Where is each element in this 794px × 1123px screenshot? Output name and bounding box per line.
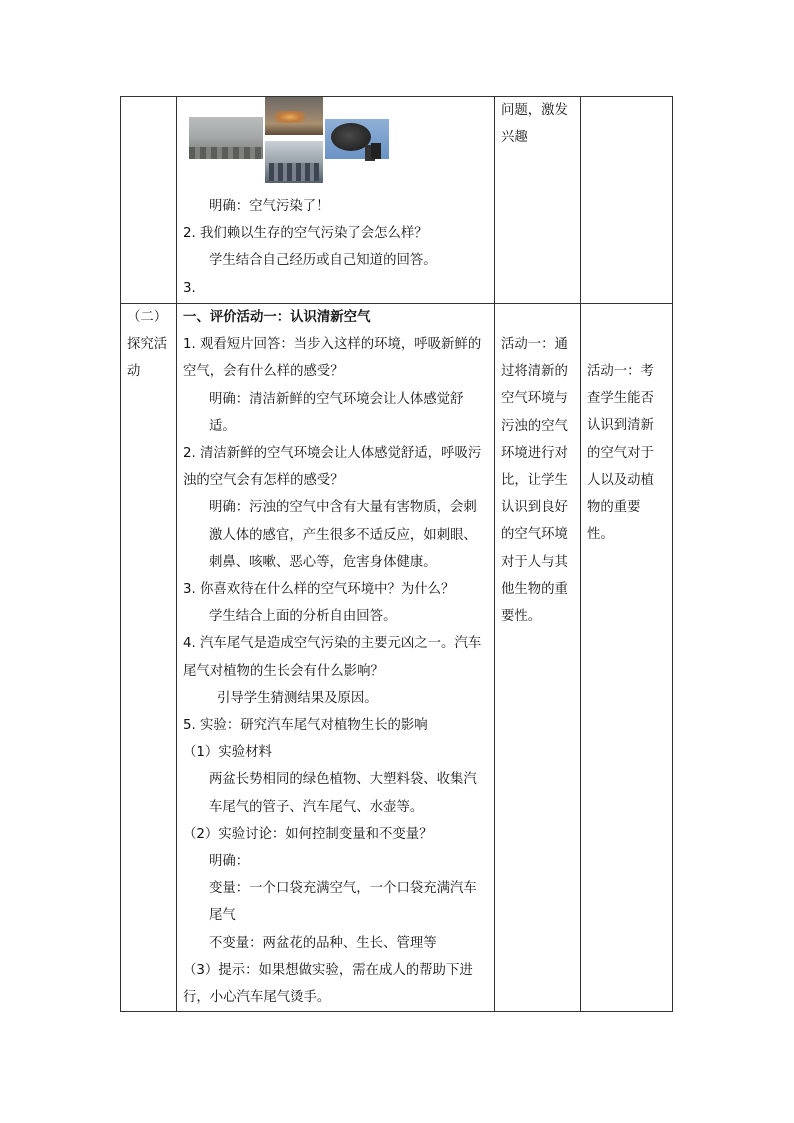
content-line: 两盆长势相同的绿色植物、大塑料袋、收集汽车尾气的管子、汽车尾气、水壶等。	[209, 772, 477, 815]
content-line: 不变量：两盆花的品种、生长、管理等	[209, 935, 437, 951]
stage-cell	[121, 97, 177, 304]
smog-city-image	[189, 117, 263, 159]
design-intent-text: 问题，激发兴趣	[501, 103, 568, 146]
stage-cell	[121, 304, 177, 1012]
activity-heading: 一、评价活动一：认识清新空气	[183, 310, 371, 325]
content-line: （2）实验讨论：如何控制变量和不变量？	[183, 826, 433, 842]
content-cell	[177, 97, 495, 304]
design-intent-cell	[495, 304, 581, 1012]
assessment-text: 活动一：考查学生能否认识到清新的空气对于人以及动植物的重要性。	[587, 364, 654, 543]
table-row	[121, 97, 673, 304]
content-line: 4. 汽车尾气是造成空气污染的主要元凶之一。汽车尾气对植物的生长会有什么影响？	[183, 636, 482, 679]
content-line: （1）实验材料	[183, 745, 272, 761]
content-line: 学生结合上面的分析自由回答。	[209, 609, 397, 625]
content-line: （3）提示：如果想做实验，需在成人的帮助下进行，小心汽车尾气烫手。	[183, 962, 473, 1006]
content-line: 3. 你喜欢待在什么样的空气环境中？为什么？	[183, 582, 455, 598]
lesson-plan-table	[120, 96, 673, 1012]
content-line: 明确：	[209, 854, 250, 870]
pollution-image-collage	[183, 97, 488, 193]
content-line: 明确：清洁新鲜的空气环境会让人体感觉舒适。	[209, 391, 464, 434]
burning-smoke-image	[265, 97, 323, 135]
content-line: 学生结合自己经历或自己知道的回答。	[209, 253, 437, 269]
content-line: 2. 我们赖以生存的空气污染了会怎么样？	[183, 226, 428, 242]
content-line: 1. 观看短片回答：当步入这样的环境，呼吸新鲜的空气，会有什么样的感受？	[183, 337, 482, 380]
stage-label: （二）探究活动	[127, 310, 168, 380]
assessment-cell	[581, 304, 673, 1012]
design-intent-text: 活动一：通过将清新的空气环境与污浊的空气环境进行对比，让学生认识到良好的空气环境对于人与其他生物的重要性。	[501, 337, 568, 625]
content-line: 引导学生猜测结果及原因。	[217, 690, 378, 706]
content-line: 5. 实验：研究汽车尾气对植物生长的影响	[183, 718, 428, 734]
table-row	[121, 304, 673, 1012]
content-line: 2. 清洁新鲜的空气环境会让人体感觉舒适，呼吸污浊的空气会有怎样的感受？	[183, 446, 482, 489]
assessment-cell	[581, 97, 673, 304]
factory-emission-image	[265, 141, 323, 183]
design-intent-cell	[495, 97, 581, 304]
content-line: 明确：污浊的空气中含有大量有害物质，会刺激人体的感官，产生很多不适反应，如刺眼、刺鼻、咳嗽、恶心等，危害身体健康。	[209, 500, 477, 570]
content-line: 明确：空气污染了！	[209, 199, 330, 214]
black-smoke-cloud-image	[325, 119, 389, 159]
content-line: 变量：一个口袋充满空气，一个口袋充满汽车尾气	[209, 881, 477, 924]
content-line: 3.	[183, 280, 196, 296]
content-cell	[177, 304, 495, 1012]
